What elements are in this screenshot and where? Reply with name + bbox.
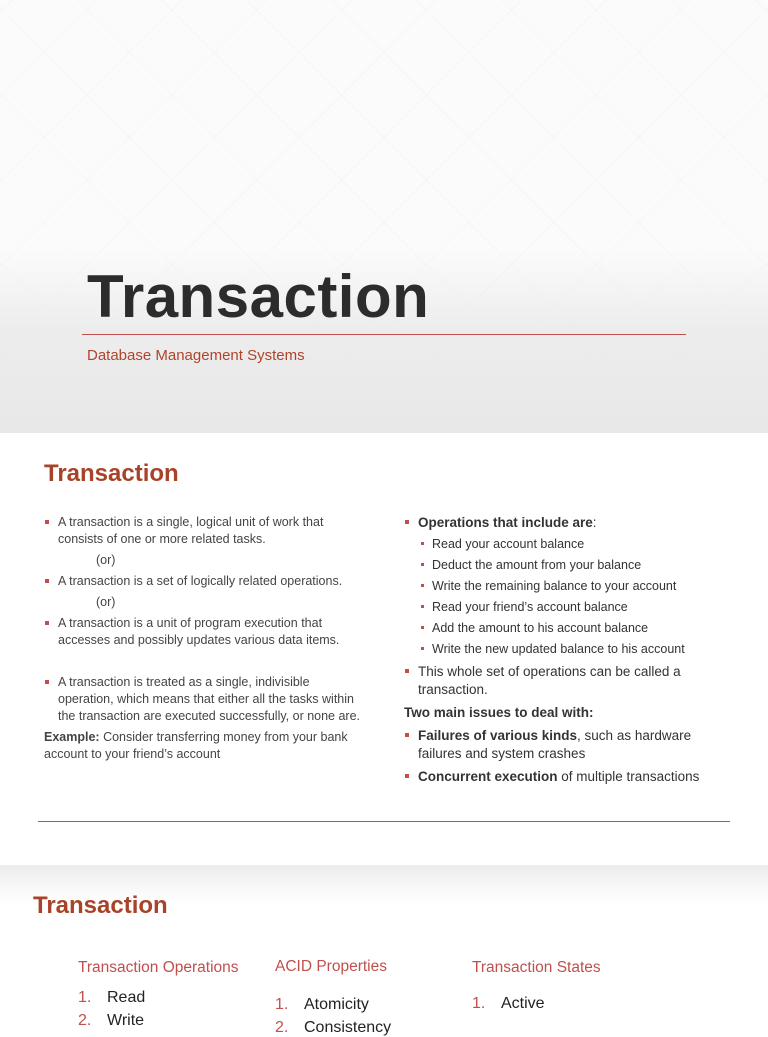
bullet-definition-4: A transaction is treated as a single, indivisible operation, which means that either all the tasks within the transaction are executed successfully, or none are. — [44, 674, 364, 725]
column-title: ACID Properties — [275, 958, 387, 975]
definition-slide — [0, 433, 768, 865]
title-divider — [82, 334, 686, 335]
bullet-definition-3: A transaction is a unit of program execution that accesses and possibly updates various data items. — [44, 615, 364, 649]
list-item — [275, 1019, 391, 1037]
list-number: 1. — [472, 995, 486, 1012]
issue-2-text: of multiple transactions — [557, 769, 700, 784]
list-label: Atomicity — [304, 996, 369, 1013]
slide-divider — [38, 821, 730, 822]
list-label: Write — [107, 1012, 145, 1029]
list-item: Write the new updated balance to his account — [404, 639, 704, 660]
issue-bullet-2 — [404, 768, 704, 786]
column-transaction-operations — [78, 959, 239, 1030]
right-column — [404, 514, 704, 786]
title-slide — [0, 0, 768, 433]
list-item — [275, 996, 391, 1014]
whole-set-bullet: This whole set of operations can be called a transaction. — [404, 663, 704, 699]
example-paragraph — [44, 729, 364, 763]
slide-subtitle: Database Management Systems — [87, 347, 305, 364]
or-separator: (or) — [96, 595, 116, 609]
column-acid-properties — [275, 958, 391, 1037]
issues-heading: Two main issues to deal with: — [404, 705, 594, 720]
example-text: Consider transferring money from your bank account to your friend’s account — [44, 730, 348, 761]
column-title: Transaction States — [472, 959, 601, 976]
list-item — [472, 995, 601, 1013]
list-item: Write the remaining balance to your account — [404, 576, 704, 597]
operations-list — [404, 534, 704, 660]
issue-1-bold: Failures of various kinds — [418, 728, 578, 743]
column-transaction-states — [472, 959, 601, 1013]
operations-label: Operations that include are — [418, 515, 593, 530]
list-item: Read your friend’s account balance — [404, 597, 704, 618]
list-item: Add the amount to his account balance — [404, 618, 704, 639]
or-separator: (or) — [96, 553, 116, 567]
issue-1-text: , such as hardware failures and system crashes — [418, 728, 692, 761]
slide-title: Transaction — [87, 263, 430, 330]
example-label: Example: — [44, 730, 100, 744]
bullet-definition-1: A transaction is a single, logical unit of work that consists of one or more related tasks. — [44, 514, 364, 548]
issue-bullet-1 — [404, 727, 704, 763]
slide-heading: Transaction — [44, 460, 179, 487]
list-label: Read — [107, 989, 146, 1006]
list-item — [78, 989, 239, 1007]
list-number: 1. — [78, 989, 92, 1006]
overview-slide — [0, 865, 768, 1036]
list-item: Deduct the amount from your balance — [404, 555, 704, 576]
list-label: Active — [501, 995, 545, 1012]
list-item: Read your account balance — [404, 534, 704, 555]
list-label: Consistency — [304, 1019, 392, 1036]
column-title: Transaction Operations — [78, 959, 239, 976]
list-number: 2. — [78, 1012, 92, 1029]
issue-2-bold: Concurrent execution — [418, 769, 558, 784]
list-number: 1. — [275, 996, 289, 1013]
operations-bullet — [404, 514, 704, 532]
list-item — [78, 1012, 239, 1030]
bullet-definition-2: A transaction is a set of logically related operations. — [44, 573, 364, 590]
list-number: 2. — [275, 1019, 289, 1036]
slide-heading: Transaction — [33, 892, 168, 919]
left-column — [44, 514, 364, 763]
operations-colon: : — [592, 515, 597, 530]
